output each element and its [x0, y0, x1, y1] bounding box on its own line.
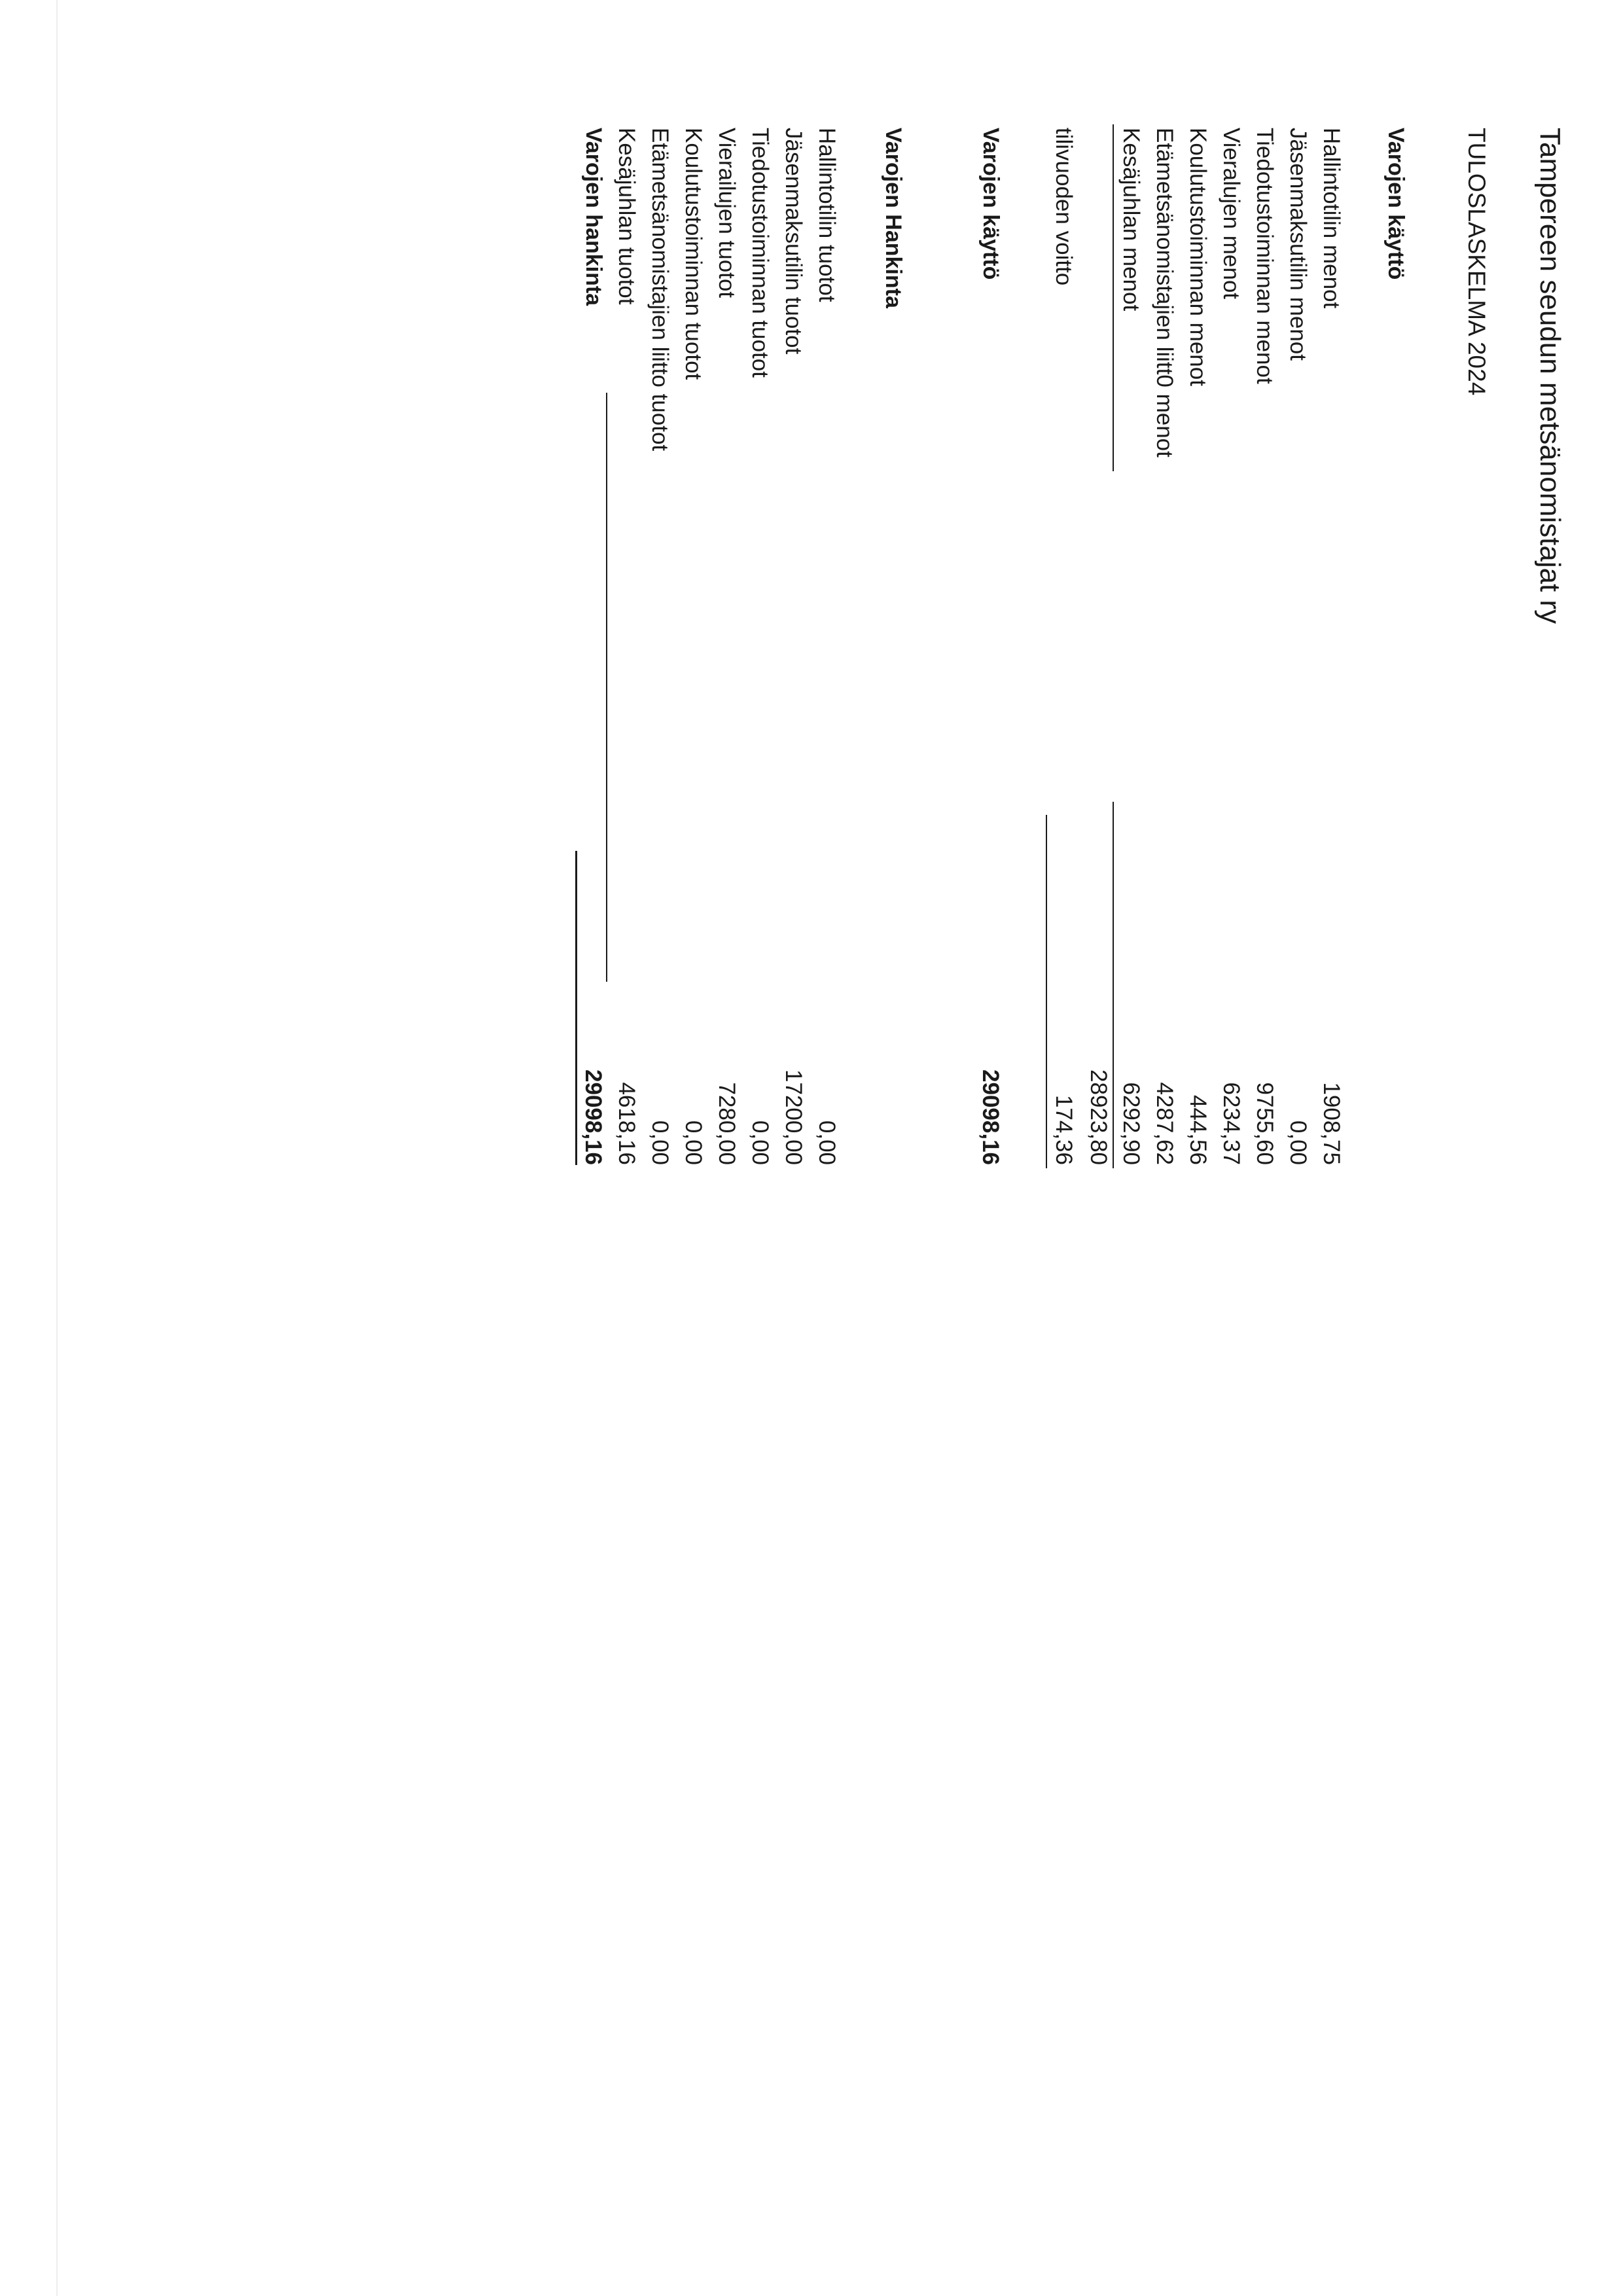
kaytto-row-label: Jäsenmaksutilin menot	[1285, 128, 1311, 361]
scan-edge-line	[56, 0, 58, 2296]
hankinta-row-value: 0,00	[814, 1120, 840, 1165]
hankinta-row-value: 0,00	[681, 1120, 706, 1165]
section-heading-kaytto: Varojen käyttö	[1383, 128, 1408, 280]
kaytto-row-value: 0,00	[1285, 1120, 1311, 1165]
kaytto-row-label: Kesäjuhlan menot	[1118, 128, 1144, 312]
kaytto-total-value: 29098,16	[978, 1069, 1003, 1165]
profit-rule	[1046, 815, 1047, 1168]
kaytto-row-value: 444,56	[1185, 1094, 1211, 1165]
profit-value: 174,36	[1051, 1094, 1077, 1165]
kaytto-row-label: Hallintotilin menot	[1319, 128, 1344, 309]
hankinta-row-value: 0,00	[647, 1120, 673, 1165]
hankinta-row-value: 7280,00	[714, 1082, 740, 1165]
hankinta-row-label: Jäsenmaksutilin tuotot	[781, 128, 806, 355]
hankinta-row-label: Koulutustoiminnan tuotot	[681, 128, 706, 380]
kaytto-row-label: Vieralujen menot	[1219, 128, 1244, 300]
document-title: TULOSLASKELMA 2024	[1463, 128, 1490, 396]
hankinta-double-underline	[575, 851, 577, 1165]
hankinta-row-value: 0,00	[747, 1120, 773, 1165]
kaytto-subtotal: 28923,80	[1086, 1069, 1111, 1165]
hankinta-total-value: 29098,16	[580, 1069, 606, 1165]
hankinta-row-label: Kesäjuhlan tuotot	[614, 128, 639, 305]
kaytto-row-value: 1908,75	[1319, 1082, 1344, 1165]
hankinta-row-label: Tiedotustoiminnan tuotot	[747, 128, 773, 378]
kaytto-total-label: Varojen käyttö	[978, 128, 1003, 280]
section-heading-hankinta: Varojen Hankinta	[881, 128, 906, 308]
hankinta-total-label: Varojen hankinta	[581, 128, 606, 306]
kaytto-row-label: Etämetsänomistajien liitt0 menot	[1152, 128, 1177, 457]
hankinta-row-label: Vierailujen tuotot	[714, 128, 740, 298]
hankinta-row-label: Etämetsänomistajien liitto tuotot	[647, 128, 673, 452]
kaytto-row-label: Tiedotustoiminnan menot	[1252, 128, 1277, 384]
kaytto-row-label: Koulutustoiminnan menot	[1185, 128, 1211, 386]
profit-label: tilivuoden voitto	[1051, 128, 1077, 286]
hankinta-row-value: 4618,16	[614, 1082, 639, 1165]
hankinta-row-value: 17200,00	[781, 1069, 806, 1165]
kaytto-row-value: 4287,62	[1152, 1082, 1177, 1165]
subtotal-rule	[1113, 802, 1114, 1168]
kaytto-row-value: 6292,90	[1118, 1082, 1144, 1165]
organization-name: Tampereen seudun metsänomistajat ry	[1534, 128, 1566, 624]
label-underline	[1113, 124, 1114, 471]
kaytto-row-value: 6234,37	[1219, 1082, 1244, 1165]
kaytto-row-value: 9755,60	[1252, 1082, 1277, 1165]
hankinta-row-label: Hallintotilin tuotot	[814, 128, 840, 302]
hankinta-total-rule	[606, 393, 607, 982]
